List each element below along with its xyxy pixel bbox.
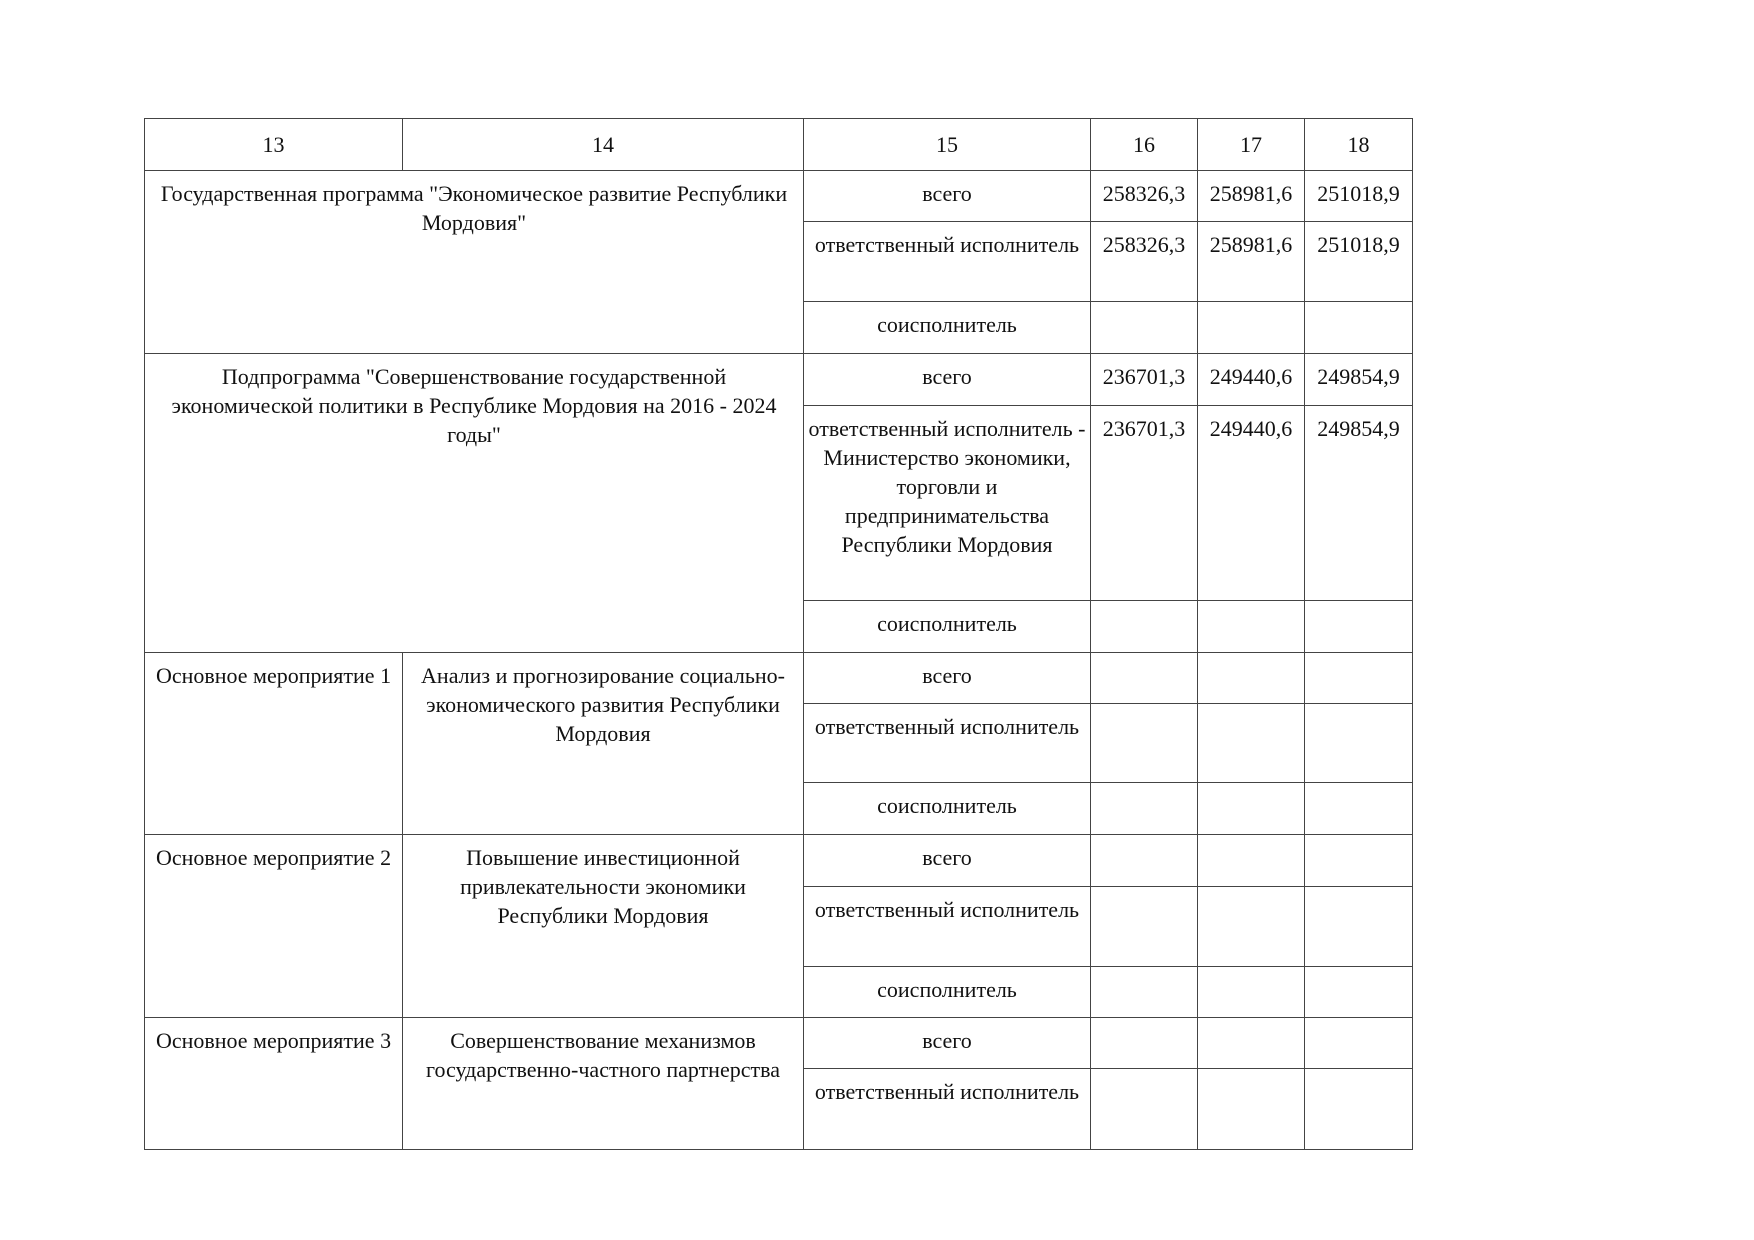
value-cell (1198, 783, 1305, 835)
row-label-co: соисполнитель (804, 302, 1091, 354)
table-row (145, 653, 1413, 704)
measure-description: Совершенствование механизмов государственно-частного партнерства (403, 1018, 804, 1150)
value-cell (1305, 835, 1413, 887)
value-cell (1198, 302, 1305, 354)
value-cell (1305, 704, 1413, 783)
value-cell (1091, 783, 1198, 835)
value-cell (1305, 783, 1413, 835)
subprogram-title: Подпрограмма "Совершенствование государственной экономической политики в Республике Мордовия на 2016 - 2024 годы" (145, 354, 804, 653)
value-cell (1305, 887, 1413, 967)
table-row (145, 354, 1413, 406)
value-cell: 251018,9 (1305, 171, 1413, 222)
row-label-co: соисполнитель (804, 601, 1091, 653)
value-cell (1091, 1018, 1198, 1069)
value-cell: 236701,3 (1091, 406, 1198, 601)
value-cell: 249440,6 (1198, 406, 1305, 601)
value-cell (1305, 653, 1413, 704)
value-cell (1305, 1069, 1413, 1150)
measure-name: Основное мероприятие 1 (145, 653, 403, 835)
header-cell: 14 (403, 119, 804, 171)
header-cell: 16 (1091, 119, 1198, 171)
value-cell (1198, 601, 1305, 653)
row-label-co: соисполнитель (804, 783, 1091, 835)
value-cell (1198, 835, 1305, 887)
value-cell (1091, 653, 1198, 704)
row-label-responsible: ответственный исполнитель (804, 887, 1091, 967)
value-cell: 249854,9 (1305, 354, 1413, 406)
measure-name: Основное мероприятие 3 (145, 1018, 403, 1150)
value-cell: 258981,6 (1198, 222, 1305, 302)
value-cell (1091, 601, 1198, 653)
value-cell: 249440,6 (1198, 354, 1305, 406)
row-label-total: всего (804, 653, 1091, 704)
row-label-responsible: ответственный исполнитель (804, 222, 1091, 302)
value-cell (1198, 1069, 1305, 1150)
value-cell (1091, 1069, 1198, 1150)
value-cell (1305, 1018, 1413, 1069)
value-cell (1305, 302, 1413, 354)
value-cell: 258326,3 (1091, 171, 1198, 222)
measure-name: Основное мероприятие 2 (145, 835, 403, 1018)
header-cell: 18 (1305, 119, 1413, 171)
program-title: Государственная программа "Экономическое развитие Республики Мордовия" (145, 171, 804, 354)
table-row (145, 171, 1413, 222)
value-cell: 258981,6 (1198, 171, 1305, 222)
measure-description: Повышение инвестиционной привлекательности экономики Республики Мордовия (403, 835, 804, 1018)
value-cell: 251018,9 (1305, 222, 1413, 302)
table-row (145, 1018, 1413, 1069)
row-label-co: соисполнитель (804, 967, 1091, 1018)
value-cell (1091, 835, 1198, 887)
value-cell (1198, 704, 1305, 783)
row-label-responsible: ответственный исполнитель (804, 1069, 1091, 1150)
header-cell: 13 (145, 119, 403, 171)
value-cell: 236701,3 (1091, 354, 1198, 406)
measure-description: Анализ и прогнозирование социально-экономического развития Республики Мордовия (403, 653, 804, 835)
value-cell (1305, 967, 1413, 1018)
value-cell (1198, 653, 1305, 704)
value-cell (1091, 302, 1198, 354)
header-cell: 15 (804, 119, 1091, 171)
value-cell (1305, 601, 1413, 653)
value-cell: 249854,9 (1305, 406, 1413, 601)
table-row (145, 835, 1413, 887)
row-label-responsible: ответственный исполнитель - Министерство экономики, торговли и предпринимательства Республики Мордовия (804, 406, 1091, 601)
budget-table (144, 118, 1413, 1150)
header-cell: 17 (1198, 119, 1305, 171)
value-cell (1091, 704, 1198, 783)
row-label-total: всего (804, 171, 1091, 222)
header-row (145, 119, 1413, 171)
value-cell: 258326,3 (1091, 222, 1198, 302)
value-cell (1198, 887, 1305, 967)
row-label-total: всего (804, 354, 1091, 406)
value-cell (1091, 967, 1198, 1018)
value-cell (1091, 887, 1198, 967)
value-cell (1198, 1018, 1305, 1069)
row-label-total: всего (804, 835, 1091, 887)
row-label-responsible: ответственный исполнитель (804, 704, 1091, 783)
value-cell (1198, 967, 1305, 1018)
row-label-total: всего (804, 1018, 1091, 1069)
